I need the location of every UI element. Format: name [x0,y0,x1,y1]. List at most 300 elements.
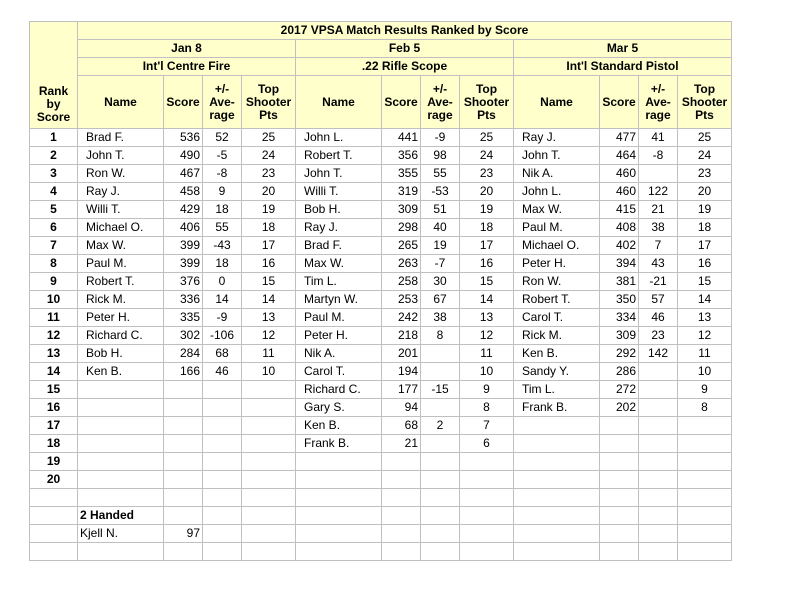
points-cell: 15 [242,273,296,291]
name-cell: Ken B. [78,363,164,381]
table-row [30,255,732,273]
points-cell: 6 [460,435,514,453]
average-cell: -9 [203,309,242,327]
score-cell: 292 [600,345,639,363]
name-cell: Peter H. [78,309,164,327]
name-cell: Nik A. [514,165,600,183]
points-cell: 12 [460,327,514,345]
rank-cell: 14 [30,363,78,381]
average-cell [421,399,460,417]
score-cell: 408 [600,219,639,237]
average-cell: 7 [639,237,678,255]
match-event: Int'l Standard Pistol [514,58,732,76]
points-cell: 9 [460,381,514,399]
score-cell: 356 [382,147,421,165]
average-cell: 40 [421,219,460,237]
average-cell: 8 [421,327,460,345]
score-cell: 272 [600,381,639,399]
name-cell: Frank B. [296,435,382,453]
score-cell: 302 [164,327,203,345]
score-cell: 218 [382,327,421,345]
table-row [30,219,732,237]
average-cell [639,471,678,489]
table-row [30,435,732,453]
name-cell: John T. [78,147,164,165]
average-cell [421,363,460,381]
name-cell: Paul M. [296,309,382,327]
name-cell: John L. [296,129,382,147]
points-cell: 16 [678,255,732,273]
score-cell: 376 [164,273,203,291]
name-cell: Ray J. [296,219,382,237]
match-date: Feb 5 [296,40,514,58]
name-cell: Sandy Y. [514,363,600,381]
points-cell: 20 [242,183,296,201]
points-cell: 13 [678,309,732,327]
score-cell [164,381,203,399]
average-cell: 18 [203,255,242,273]
table-row [30,147,732,165]
name-cell: Robert T. [78,273,164,291]
rank-cell: 1 [30,129,78,147]
average-cell: 57 [639,291,678,309]
name-cell [514,435,600,453]
average-cell: 38 [639,219,678,237]
name-cell [296,453,382,471]
score-cell: 334 [600,309,639,327]
name-cell: Martyn W. [296,291,382,309]
score-cell: 441 [382,129,421,147]
name-cell: Michael O. [514,237,600,255]
rank-cell: 19 [30,453,78,471]
score-cell [164,417,203,435]
name-cell [78,435,164,453]
points-cell: 19 [460,201,514,219]
rank-cell: 4 [30,183,78,201]
name-cell: Max W. [296,255,382,273]
score-cell: 536 [164,129,203,147]
table-row [30,453,732,471]
name-cell: Ron W. [514,273,600,291]
match-event: .22 Rifle Scope [296,58,514,76]
score-cell: 309 [600,327,639,345]
col-header-score: Score [164,76,203,129]
two-handed-label-row [30,507,732,525]
points-cell: 13 [242,309,296,327]
average-cell: -106 [203,327,242,345]
two-handed-row [30,525,732,543]
name-cell: Carol T. [296,363,382,381]
score-cell [382,453,421,471]
score-cell: 319 [382,183,421,201]
score-cell: 355 [382,165,421,183]
average-cell: -15 [421,381,460,399]
points-cell [460,453,514,471]
average-cell: 0 [203,273,242,291]
name-cell: John T. [514,147,600,165]
score-cell: 460 [600,183,639,201]
sheet-title: 2017 VPSA Match Results Ranked by Score [78,22,732,40]
table-row [30,183,732,201]
col-header-points: Top Shooter Pts [678,76,732,129]
score-cell: 402 [600,237,639,255]
score-cell: 464 [600,147,639,165]
average-cell: 21 [639,201,678,219]
points-cell: 19 [678,201,732,219]
score-cell: 242 [382,309,421,327]
points-cell: 8 [460,399,514,417]
table-row [30,345,732,363]
score-cell: 336 [164,291,203,309]
points-cell: 9 [678,381,732,399]
score-cell: 477 [600,129,639,147]
rank-cell: 9 [30,273,78,291]
points-cell: 24 [678,147,732,165]
col-header-name: Name [296,76,382,129]
score-cell [164,453,203,471]
name-cell: Max W. [78,237,164,255]
name-cell: Brad F. [78,129,164,147]
average-cell: -21 [639,273,678,291]
average-cell: 19 [421,237,460,255]
col-header-average: +/- Ave-rage [639,76,678,129]
points-cell: 25 [460,129,514,147]
points-cell: 17 [460,237,514,255]
points-cell: 8 [678,399,732,417]
average-cell [203,435,242,453]
average-cell: 55 [421,165,460,183]
rank-cell: 5 [30,201,78,219]
name-cell [514,453,600,471]
score-cell: 263 [382,255,421,273]
table-row [30,201,732,219]
score-cell: 298 [382,219,421,237]
points-cell: 15 [460,273,514,291]
name-cell: Michael O. [78,219,164,237]
name-cell: Ken B. [296,417,382,435]
points-cell: 25 [242,129,296,147]
name-cell: Bob H. [78,345,164,363]
points-cell: 24 [460,147,514,165]
name-cell: Richard C. [296,381,382,399]
table-row [30,471,732,489]
score-cell: 335 [164,309,203,327]
average-cell [421,453,460,471]
score-cell: 399 [164,255,203,273]
col-header-score: Score [382,76,421,129]
col-header-name: Name [78,76,164,129]
average-cell: 18 [203,201,242,219]
name-cell: Ron W. [78,165,164,183]
name-cell: Richard C. [78,327,164,345]
average-cell: -7 [421,255,460,273]
average-cell: 98 [421,147,460,165]
average-cell: 68 [203,345,242,363]
points-cell: 25 [678,129,732,147]
score-cell [382,471,421,489]
score-cell: 265 [382,237,421,255]
average-cell: 2 [421,417,460,435]
rank-cell: 15 [30,381,78,399]
average-cell: 9 [203,183,242,201]
average-cell: 14 [203,291,242,309]
points-cell: 18 [460,219,514,237]
rank-cell: 18 [30,435,78,453]
points-cell: 14 [678,291,732,309]
average-cell: 51 [421,201,460,219]
points-cell [242,399,296,417]
name-cell [78,471,164,489]
score-cell: 381 [600,273,639,291]
match-date: Mar 5 [514,40,732,58]
average-cell: -9 [421,129,460,147]
average-cell [203,417,242,435]
score-cell [164,399,203,417]
col-header-average: +/- Ave-rage [203,76,242,129]
points-cell: 23 [460,165,514,183]
name-cell: Robert T. [296,147,382,165]
rank-header: Rank by Score [30,22,78,129]
table-row [30,363,732,381]
name-cell: Rick M. [78,291,164,309]
score-cell: 253 [382,291,421,309]
points-cell: 11 [242,345,296,363]
score-cell: 94 [382,399,421,417]
results-sheet [29,21,732,561]
average-cell [639,165,678,183]
points-cell: 17 [242,237,296,255]
name-cell: Ray J. [78,183,164,201]
name-cell: Brad F. [296,237,382,255]
average-cell: 30 [421,273,460,291]
points-cell: 23 [678,165,732,183]
points-cell: 17 [678,237,732,255]
average-cell: 67 [421,291,460,309]
name-cell: John T. [296,165,382,183]
points-cell: 19 [242,201,296,219]
name-cell: Ken B. [514,345,600,363]
average-cell [639,435,678,453]
score-cell: 429 [164,201,203,219]
col-header-average: +/- Ave-rage [421,76,460,129]
points-cell: 20 [460,183,514,201]
score-cell [600,471,639,489]
average-cell [203,381,242,399]
name-cell: Ray J. [514,129,600,147]
points-cell: 24 [242,147,296,165]
name-cell [514,417,600,435]
name-cell: Willi T. [78,201,164,219]
average-cell [639,399,678,417]
table-row [30,129,732,147]
table-row [30,165,732,183]
name-cell [78,399,164,417]
points-cell: 12 [678,327,732,345]
score-cell [164,471,203,489]
average-cell [639,453,678,471]
name-cell: Gary S. [296,399,382,417]
points-cell: 10 [678,363,732,381]
rank-cell: 16 [30,399,78,417]
score-cell: 166 [164,363,203,381]
name-cell: Max W. [514,201,600,219]
points-cell: 13 [460,309,514,327]
table-row [30,309,732,327]
name-cell: Frank B. [514,399,600,417]
blank-row [30,489,732,507]
score-cell: 467 [164,165,203,183]
score-cell [600,417,639,435]
points-cell [242,435,296,453]
rank-cell: 8 [30,255,78,273]
table-row [30,381,732,399]
score-cell: 194 [382,363,421,381]
average-cell [203,453,242,471]
points-cell [678,435,732,453]
points-cell [678,453,732,471]
score-cell: 286 [600,363,639,381]
average-cell [203,399,242,417]
average-cell: 38 [421,309,460,327]
rank-cell: 13 [30,345,78,363]
match-event: Int'l Centre Fire [78,58,296,76]
name-cell: John L. [514,183,600,201]
rank-cell: 2 [30,147,78,165]
table-row [30,327,732,345]
score-cell [164,435,203,453]
points-cell: 10 [460,363,514,381]
col-header-points: Top Shooter Pts [460,76,514,129]
table-row [30,237,732,255]
average-cell: 23 [639,327,678,345]
points-cell [242,417,296,435]
score-cell: 201 [382,345,421,363]
average-cell [421,471,460,489]
match-date: Jan 8 [78,40,296,58]
score-cell: 490 [164,147,203,165]
average-cell: 122 [639,183,678,201]
col-header-score: Score [600,76,639,129]
col-header-name: Name [514,76,600,129]
rank-cell: 12 [30,327,78,345]
average-cell: 43 [639,255,678,273]
score-cell: 258 [382,273,421,291]
points-cell [460,471,514,489]
score-cell: 202 [600,399,639,417]
points-cell: 14 [460,291,514,309]
name-cell: Robert T. [514,291,600,309]
col-header-points: Top Shooter Pts [242,76,296,129]
rank-cell: 20 [30,471,78,489]
average-cell [421,345,460,363]
points-cell: 11 [460,345,514,363]
rank-cell: 11 [30,309,78,327]
blank-row [30,543,732,561]
name-cell: Tim L. [296,273,382,291]
score-cell: 458 [164,183,203,201]
average-cell: -8 [639,147,678,165]
points-cell: 16 [460,255,514,273]
average-cell: -8 [203,165,242,183]
score-cell: 399 [164,237,203,255]
average-cell: 46 [639,309,678,327]
points-cell: 18 [242,219,296,237]
name-cell: Paul M. [78,255,164,273]
points-cell [242,381,296,399]
score-cell: 394 [600,255,639,273]
name-cell [78,381,164,399]
score-cell: 177 [382,381,421,399]
average-cell [639,417,678,435]
score-cell [600,435,639,453]
score-cell: 350 [600,291,639,309]
table-row [30,417,732,435]
table-row [30,399,732,417]
name-cell: Nik A. [296,345,382,363]
points-cell: 18 [678,219,732,237]
average-cell: -43 [203,237,242,255]
average-cell: 142 [639,345,678,363]
points-cell: 7 [460,417,514,435]
name-cell: Peter H. [296,327,382,345]
average-cell: -5 [203,147,242,165]
points-cell: 16 [242,255,296,273]
name-cell: Peter H. [514,255,600,273]
score-cell: 309 [382,201,421,219]
two-handed-label: 2 Handed [78,507,164,525]
table-row [30,273,732,291]
score-cell: 406 [164,219,203,237]
name-cell: Bob H. [296,201,382,219]
name-cell: Rick M. [514,327,600,345]
score-cell: 284 [164,345,203,363]
score-cell [600,453,639,471]
points-cell: 11 [678,345,732,363]
average-cell: -53 [421,183,460,201]
average-cell: 52 [203,129,242,147]
table-row [30,291,732,309]
name-cell: Willi T. [296,183,382,201]
name-cell [78,417,164,435]
points-cell [242,453,296,471]
points-cell: 23 [242,165,296,183]
points-cell: 14 [242,291,296,309]
rank-cell: 10 [30,291,78,309]
name-cell [78,453,164,471]
score-cell: 21 [382,435,421,453]
average-cell: 46 [203,363,242,381]
score-cell: 415 [600,201,639,219]
two-handed-name: Kjell N. [78,525,164,543]
name-cell: Carol T. [514,309,600,327]
rank-cell: 6 [30,219,78,237]
points-cell: 20 [678,183,732,201]
name-cell [296,471,382,489]
rank-cell: 7 [30,237,78,255]
average-cell [639,381,678,399]
average-cell [639,363,678,381]
average-cell: 41 [639,129,678,147]
points-cell [678,471,732,489]
average-cell [203,471,242,489]
points-cell: 10 [242,363,296,381]
points-cell: 12 [242,327,296,345]
average-cell [421,435,460,453]
rank-cell: 17 [30,417,78,435]
rank-cell: 3 [30,165,78,183]
average-cell: 55 [203,219,242,237]
points-cell: 15 [678,273,732,291]
